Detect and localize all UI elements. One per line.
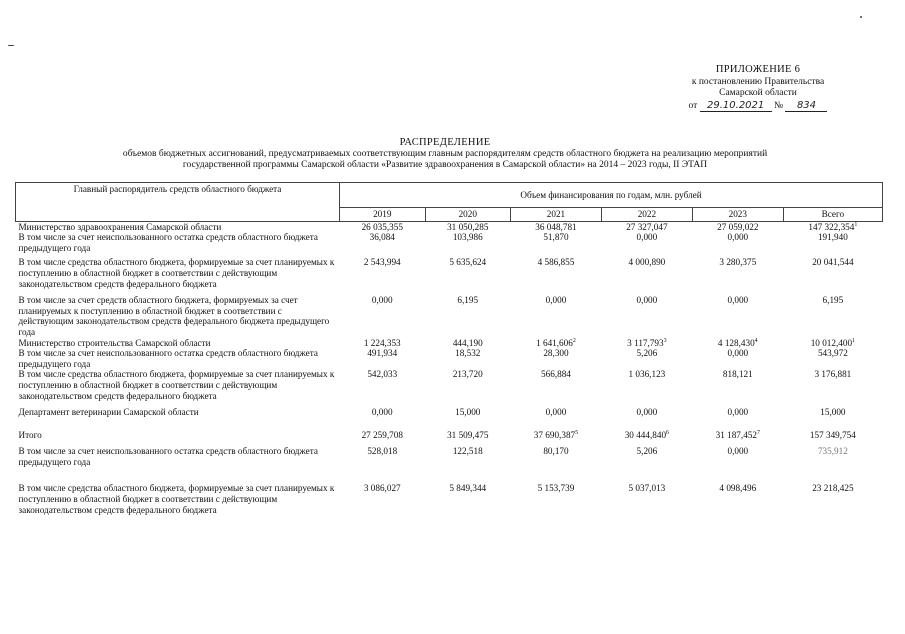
value-text: 23 218,425 [812, 483, 854, 494]
value-text: 10 012,400 [810, 337, 853, 348]
table-row [16, 369, 883, 401]
header-main-recipient: Главный распорядитель средств областного бюджета [16, 183, 340, 222]
cell-value [340, 221, 426, 232]
cell-value [601, 348, 692, 369]
cell-value [692, 338, 783, 349]
value-text: 36 048,781 [535, 221, 577, 232]
cell-value [425, 232, 511, 253]
cell-value [601, 338, 692, 349]
value-text: 27 259,708 [361, 429, 403, 440]
row-label: В том числе за счет неиспользованного остатка средств областного бюджета предыдущего года [18, 232, 318, 253]
footnote-mark: 7 [756, 429, 760, 436]
cell-value [692, 257, 783, 289]
value-text: 27 327,047 [626, 221, 668, 232]
value-text: 31 187,452 [715, 429, 757, 440]
cell-value [340, 446, 426, 467]
value-text: 0,000 [727, 407, 749, 418]
table-row [16, 221, 883, 232]
value-text: 0,000 [371, 295, 393, 306]
value-text: 0,000 [636, 407, 658, 418]
distribution-table [15, 182, 883, 515]
cell-value [511, 369, 602, 401]
cell-value [340, 295, 426, 337]
value-text: 37 690,387 [533, 429, 576, 440]
cell-value [783, 338, 882, 349]
header-year-2023: 2023 [692, 208, 783, 222]
value-text: 566,884 [541, 369, 571, 380]
value-text: 28,300 [543, 348, 569, 359]
value-text: 2 543,994 [363, 257, 401, 268]
value-text: 542,033 [367, 369, 398, 380]
value-text: 31 050,285 [447, 221, 489, 232]
row-label: Департамент ветеринарии Самарской области [18, 407, 199, 418]
table-row [16, 446, 883, 467]
value-text: 103,986 [452, 232, 483, 243]
value-text: 3 280,375 [719, 257, 757, 268]
value-text: 0,000 [371, 407, 393, 418]
value-text: 80,170 [543, 446, 569, 457]
header-funding-group: Объем финансирования по годам, млн. рублей [340, 183, 883, 208]
cell-value [601, 483, 692, 515]
cell-value [692, 446, 783, 467]
footnote-mark: 3 [663, 337, 667, 344]
cell-value [601, 369, 692, 401]
cell-value [601, 221, 692, 232]
value-text: 36,084 [369, 232, 395, 243]
header-year-2021: 2021 [511, 208, 602, 222]
table-row [16, 232, 883, 253]
value-text: 5 635,624 [449, 257, 487, 268]
value-text: 27 059,022 [717, 221, 759, 232]
footnote-mark: 1 [854, 221, 858, 228]
cell-value [340, 257, 426, 289]
value-text: 122,518 [452, 446, 483, 457]
header-year-2022: 2022 [601, 208, 692, 222]
row-label: В том числе за счет средств областного бюджета, формируемых за счет планируемых к поступлению в областной бюджет в соответствии с действующим законодательством средств федерального бюджета предыдущего года [18, 295, 330, 337]
cell-value [601, 430, 692, 441]
value-text: 3 176,881 [814, 369, 852, 380]
cell-value [692, 348, 783, 369]
value-text: 735,912 [817, 446, 848, 457]
value-text: 0,000 [636, 232, 658, 243]
cell-value [783, 295, 882, 337]
cell-value [425, 338, 511, 349]
cell-value [692, 295, 783, 337]
value-text: 0,000 [545, 295, 567, 306]
cell-value [783, 232, 882, 253]
table-body [16, 221, 883, 515]
cell-value [340, 407, 426, 418]
cell-value [511, 295, 602, 337]
footnote-mark: 1 [852, 337, 856, 344]
cell-value [783, 407, 882, 418]
appendix-line2: Самарской области [719, 88, 797, 98]
value-text: 1 036,123 [628, 369, 666, 380]
cell-value [511, 483, 602, 515]
value-text: 6,195 [457, 295, 479, 306]
cell-value [692, 407, 783, 418]
value-text: 5,206 [636, 446, 658, 457]
row-label: Итого [18, 429, 42, 440]
cell-value [601, 446, 692, 467]
cell-value [425, 221, 511, 232]
cell-value [601, 407, 692, 418]
cell-value [783, 446, 882, 467]
number-label: № [774, 101, 784, 111]
value-text: 26 035,355 [361, 221, 403, 232]
table-row [16, 483, 883, 515]
value-text: 1 224,353 [363, 337, 401, 348]
appendix-block [653, 64, 863, 112]
row-label: Министерство строительства Самарской области [18, 337, 211, 348]
value-text: 444,190 [452, 337, 483, 348]
value-text: 0,000 [636, 295, 658, 306]
cell-value [601, 232, 692, 253]
cell-value [783, 221, 882, 232]
value-text: 3 086,027 [363, 483, 401, 494]
handwritten-number: 834 [785, 100, 827, 112]
value-text: 0,000 [727, 348, 749, 359]
heading-title: РАСПРЕДЕЛЕНИЕ [399, 137, 491, 148]
value-text: 528,018 [367, 446, 398, 457]
value-text: 4 128,430 [717, 337, 755, 348]
row-label: В том числе средства областного бюджета, формируемые за счет планируемых к поступлению в областной бюджет в соответствии с действующим законодательством средств федерального бюджета [18, 257, 335, 289]
value-text: 3 117,793 [627, 337, 664, 348]
value-text: 20 041,544 [812, 257, 854, 268]
value-text: 213,720 [452, 369, 483, 380]
cell-value [425, 348, 511, 369]
row-spacer [16, 467, 883, 483]
footnote-mark: 4 [754, 337, 758, 344]
cell-value [511, 430, 602, 441]
cell-value [340, 430, 426, 441]
table-row [16, 430, 883, 441]
row-label: В том числе за счет неиспользованного остатка средств областного бюджета предыдущего года [18, 348, 318, 369]
cell-value [692, 430, 783, 441]
value-text: 147 322,354 [808, 221, 855, 232]
cell-value [783, 483, 882, 515]
value-text: 18,532 [455, 348, 481, 359]
cell-value [692, 232, 783, 253]
cell-value [425, 295, 511, 337]
footnote-mark: 2 [572, 337, 576, 344]
value-text: 6,195 [822, 295, 844, 306]
value-text: 4 586,855 [537, 257, 575, 268]
cell-value [425, 407, 511, 418]
cell-value [692, 221, 783, 232]
value-text: 1 641,606 [536, 337, 573, 348]
cell-value [511, 221, 602, 232]
from-label: от [688, 101, 698, 111]
footnote-mark: 5 [575, 429, 579, 436]
cell-value [601, 257, 692, 289]
value-text: 5 037,013 [628, 483, 666, 494]
table-row [16, 407, 883, 418]
value-text: 0,000 [727, 295, 749, 306]
value-text: 31 509,475 [447, 429, 489, 440]
value-text: 5,206 [636, 348, 658, 359]
cell-value [511, 338, 602, 349]
value-text: 51,870 [543, 232, 569, 243]
value-text: 5 849,344 [449, 483, 487, 494]
table-row [16, 295, 883, 337]
value-text: 15,000 [820, 407, 846, 418]
cell-value [340, 232, 426, 253]
row-label: В том числе за счет неиспользованного остатка средств областного бюджета предыдущего года [18, 446, 318, 467]
value-text: 191,940 [817, 232, 848, 243]
table-row [16, 257, 883, 289]
value-text: 4 000,890 [628, 257, 666, 268]
row-spacer [16, 418, 883, 430]
value-text: 30 444,840 [624, 429, 667, 440]
value-text: 0,000 [727, 232, 749, 243]
appendix-signature-line [653, 100, 863, 112]
cell-value [692, 483, 783, 515]
cell-value [511, 257, 602, 289]
value-text: 15,000 [455, 407, 481, 418]
cell-value [783, 348, 882, 369]
appendix-title: ПРИЛОЖЕНИЕ 6 [715, 64, 801, 75]
header-year-2020: 2020 [425, 208, 511, 222]
cell-value [425, 257, 511, 289]
value-text: 5 153,739 [537, 483, 575, 494]
appendix-line1: к постановлению Правительства [691, 77, 825, 87]
cell-value [783, 430, 882, 441]
value-text: 543,972 [817, 348, 848, 359]
value-text: 4 098,496 [719, 483, 757, 494]
cell-value [783, 257, 882, 289]
header-year-2019: 2019 [340, 208, 426, 222]
row-label: В том числе средства областного бюджета, формируемые за счет планируемых к поступлению в областной бюджет в соответствии с действующим законодательством средств федерального бюджета [18, 369, 335, 401]
handwritten-date: 29.10.2021 [700, 100, 772, 112]
cell-value [511, 232, 602, 253]
heading-line2: государственной программы Самарской области «Развитие здравоохранения в Самарской области» на 2014 – 2023 годы, II ЭТАП [182, 160, 708, 170]
row-label: В том числе средства областного бюджета, формируемые за счет планируемых к поступлению в областной бюджет в соответствии с действующим законодательством средств федерального бюджета [18, 483, 335, 515]
cell-value [601, 295, 692, 337]
spacer-cell [16, 467, 883, 483]
cell-value [340, 483, 426, 515]
value-text: 818,121 [722, 369, 753, 380]
document-heading [40, 137, 850, 172]
cell-value [425, 369, 511, 401]
cell-value [511, 446, 602, 467]
row-label: Министерство здравоохранения Самарской области [18, 221, 222, 232]
cell-value [511, 348, 602, 369]
cell-value [340, 369, 426, 401]
cell-value [425, 446, 511, 467]
heading-line1: объемов бюджетных ассигнований, предусматриваемых соответствующим главным распорядителям средств областного бюджета на реализацию мероприятий [122, 148, 768, 159]
cell-value [425, 430, 511, 441]
scan-speck [8, 45, 14, 46]
value-text: 0,000 [727, 446, 749, 457]
spacer-cell [16, 418, 883, 430]
cell-value [340, 348, 426, 369]
scan-speck [860, 16, 862, 18]
value-text: 157 349,754 [809, 429, 856, 440]
header-total: Всего [783, 208, 882, 222]
value-text: 0,000 [545, 407, 567, 418]
cell-value [425, 483, 511, 515]
cell-value [692, 369, 783, 401]
cell-value [783, 369, 882, 401]
table-row [16, 338, 883, 349]
value-text: 491,934 [367, 348, 398, 359]
cell-value [511, 407, 602, 418]
cell-value [340, 338, 426, 349]
table-row [16, 348, 883, 369]
footnote-mark: 6 [666, 429, 670, 436]
